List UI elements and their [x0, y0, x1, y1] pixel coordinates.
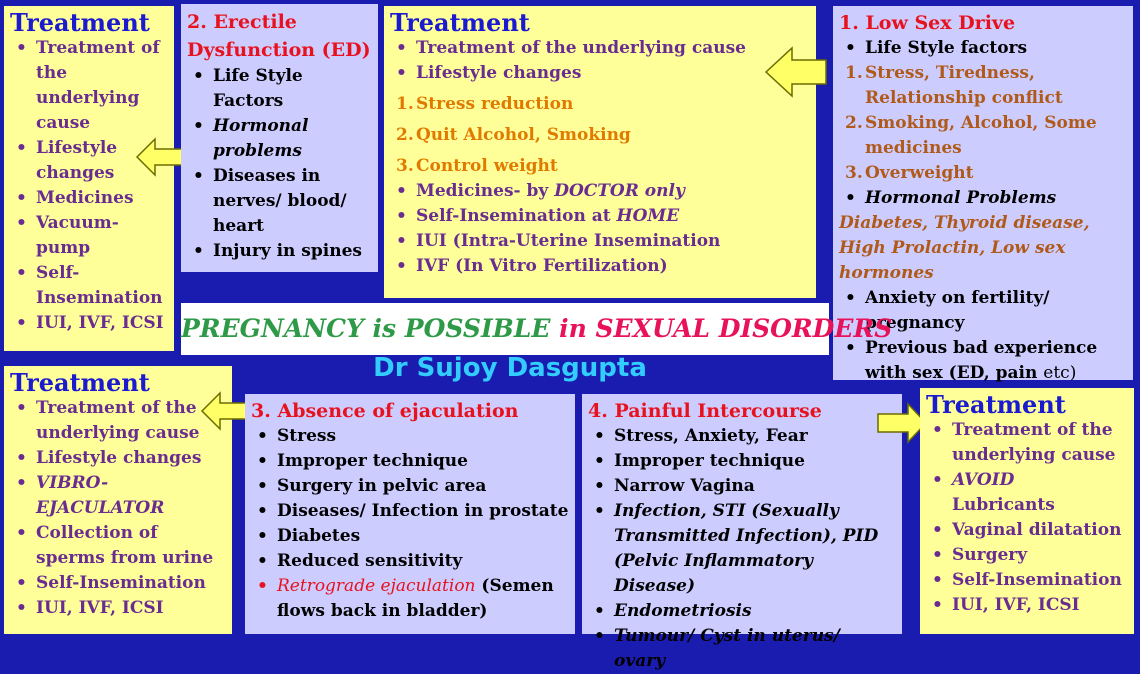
list-item: • Reduced sensitivity	[257, 551, 463, 571]
list-item: • Self-Insemination	[16, 573, 206, 593]
list-item: • Retrograde ejaculation (Semen flows back in bladder)	[257, 576, 554, 621]
list-item: • IVF (In Vitro Fertilization)	[396, 256, 668, 276]
list-item: 3. Overweight	[845, 163, 974, 183]
list-item: • Previous bad experience with sex (ED, pain etc)	[845, 338, 1098, 383]
list-item: • Vaginal dilatation	[932, 520, 1122, 540]
pi-heading: 4. Painful Intercourse	[588, 400, 822, 422]
ae-heading: 3. Absence of ejaculation	[251, 400, 519, 422]
list-item: • Tumour/ Cyst in uterus/ ovary	[594, 626, 840, 671]
list-item: • Stress	[257, 426, 337, 446]
list-item: • IUI, IVF, ICSI	[16, 313, 164, 333]
list-item: • Life Style Factors	[193, 66, 303, 111]
list-item: • Surgery	[932, 545, 1028, 565]
list-item: • Diabetes	[257, 526, 361, 546]
treatment-heading: Treatment	[926, 390, 1066, 419]
treatment-heading: Treatment	[10, 368, 150, 397]
list-item: • Collection of sperms from urine	[16, 523, 214, 568]
list-item: • Hormonal problems	[193, 116, 309, 161]
hormone-text: Diabetes, Thyroid disease, High Prolactin, Low sex hormones	[839, 213, 1090, 283]
list-item: • Diseases/ Infection in prostate	[257, 501, 569, 521]
list-item: • Treatment of the underlying cause	[932, 420, 1116, 465]
list-item: • IUI, IVF, ICSI	[16, 598, 164, 618]
arrow-left-icon	[135, 137, 185, 177]
treatment-box-bottom-left	[4, 366, 232, 634]
list-item: • Infection, STI (Sexually Transmitted Infection), PID (Pelvic Inflammatory Disease)	[594, 501, 879, 596]
list-item: • Anxiety on fertility/ pregnancy	[845, 288, 1050, 333]
list-item: • Improper technique	[594, 451, 805, 471]
treatment-box-top-left	[4, 6, 174, 351]
list-item: • Stress, Anxiety, Fear	[594, 426, 808, 446]
treatment-box-top-center	[384, 6, 816, 298]
list-item: • Hormonal Problems	[845, 188, 1057, 208]
ed-heading: 2. Erectile Dysfunction (ED)	[187, 11, 371, 61]
absence-of-ejaculation-box	[245, 394, 575, 634]
list-item: • Self-Insemination	[16, 263, 163, 308]
list-item: • IUI, IVF, ICSI	[932, 595, 1080, 615]
list-item: • Medicines	[16, 188, 134, 208]
list-item: • Improper technique	[257, 451, 468, 471]
list-item: 3. Control weight	[396, 156, 558, 176]
list-item: • IUI (Intra-Uterine Insemination	[396, 231, 721, 251]
list-item: • Surgery in pelvic area	[257, 476, 487, 496]
erectile-dysfunction-box	[181, 4, 378, 272]
list-item: • Lifestyle changes	[16, 448, 202, 468]
title-banner: PREGNANCY is POSSIBLE in SEXUAL DISORDERS	[181, 303, 829, 355]
list-item: • Self-Insemination at HOME	[396, 206, 680, 226]
list-item: • Diseases in nerves/ blood/ heart	[193, 166, 347, 236]
list-item: • AVOID Lubricants	[932, 470, 1055, 515]
author-name: Dr Sujoy Dasgupta	[373, 353, 647, 383]
list-item: • VIBRO-EJACULATOR	[16, 473, 165, 518]
list-item: • Treatment of the underlying cause	[16, 398, 200, 443]
list-item: 1. Stress, Tiredness, Relationship conflict	[845, 63, 1063, 108]
list-item: • Medicines- by DOCTOR only	[396, 181, 685, 201]
list-item: 2. Quit Alcohol, Smoking	[396, 125, 631, 145]
list-item: • Lifestyle changes	[396, 63, 582, 83]
treatment-heading: Treatment	[390, 8, 530, 37]
treatment-box-bottom-right	[920, 388, 1134, 634]
painful-intercourse-box	[582, 394, 902, 671]
lsd-heading: 1. Low Sex Drive	[839, 12, 1016, 34]
list-item: 2. Smoking, Alcohol, Some medicines	[845, 113, 1097, 158]
list-item: • Treatment of the underlying cause	[396, 38, 746, 58]
list-item: • Vacuum-pump	[16, 213, 119, 258]
list-item: • Lifestyle changes	[16, 138, 118, 183]
list-item: 1. Stress reduction	[396, 94, 574, 114]
list-item: • Narrow Vagina	[594, 476, 755, 496]
list-item: • Self-Insemination	[932, 570, 1122, 590]
list-item: • Life Style factors	[845, 38, 1028, 58]
list-item: • Injury in spines	[193, 241, 362, 261]
list-item: • Treatment of the underlying cause	[16, 38, 160, 133]
list-item: • Endometriosis	[594, 601, 752, 621]
arrow-left-icon	[764, 46, 828, 98]
treatment-heading: Treatment	[10, 8, 150, 37]
